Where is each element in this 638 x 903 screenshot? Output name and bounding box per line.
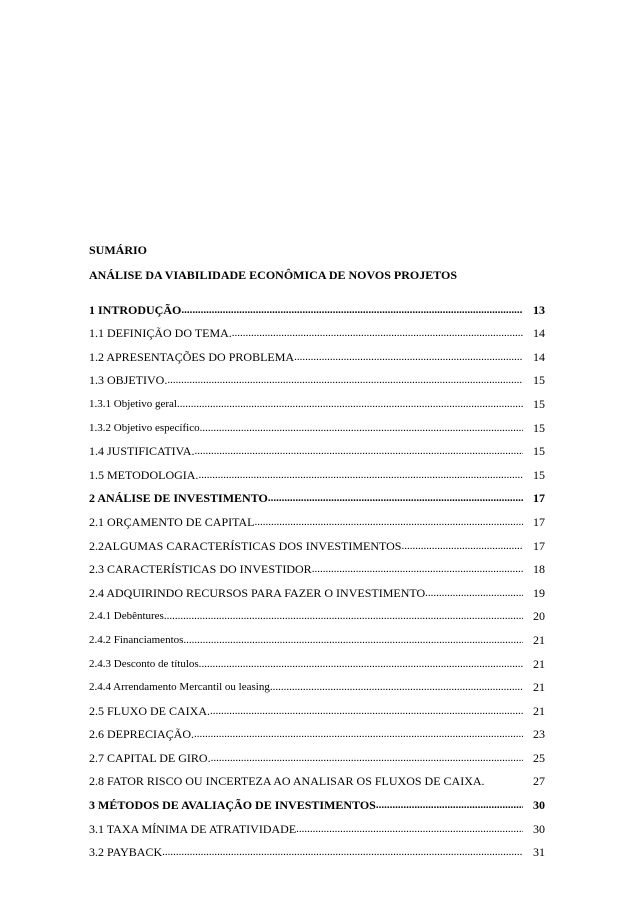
toc-entry-label: 2.8 FATOR RISCO OU INCERTEZA AO ANALISAR OS FLUXOS DE CAIXA. [89,774,485,789]
toc-leader-dots [232,326,523,340]
toc-leader-dots [181,303,523,317]
toc-entry-label: 2 ANÁLISE DE INVESTIMENTO [89,491,268,506]
document-title: ANÁLISE DA VIABILIDADE ECONÔMICA DE NOVOS PROJETOS [89,268,458,282]
toc-entry-label: 3 MÉTODOS DE AVALIAÇÃO DE INVESTIMENTOS [89,798,376,813]
toc-leader-dots [210,704,523,718]
toc-leader-dots [294,350,523,364]
toc-entry-page-number: 15 [533,373,545,388]
toc-leader-dots [167,373,523,387]
toc-leader-dots [186,633,523,647]
toc-entry-label: 2.6 DEPRECIAÇÃO. [89,727,195,742]
toc-entry-page-number: 30 [533,821,545,836]
toc-leader-dots [194,444,523,458]
toc-entry-label: 3.1 TAXA MÍNIMA DE ATRATIVIDADE [89,821,297,836]
toc-entry-page-number: 14 [533,349,545,364]
toc-leader-dots [162,845,523,859]
toc-entry-label: 2.1 ORÇAMENTO DE CAPITAL [89,514,255,529]
toc-leader-dots [376,798,523,812]
toc-leader-dots [268,491,523,505]
toc-entry[interactable] [89,741,545,765]
toc-leader-dots [177,397,523,411]
toc-entry-page-number: 15 [533,396,545,411]
toc-entry[interactable] [89,293,545,317]
toc-entry-label: 1.3.2 Objetivo específico. [89,421,203,434]
toc-entry-label: 2.7 CAPITAL DE GIRO. [89,750,211,765]
toc-entry[interactable] [89,317,545,341]
toc-entry-page-number: 18 [533,562,545,577]
toc-entry-page-number: 30 [533,798,545,813]
toc-leader-dots [211,751,523,765]
toc-leader-dots [425,586,523,600]
toc-entry-label: 1 INTRODUÇÃO [89,302,182,317]
toc-entry[interactable] [89,600,545,624]
toc-entry-label: 1.5 METODOLOGIA. [89,467,199,482]
toc-entry[interactable] [89,788,545,812]
toc-entry-label: 1.2 APRESENTAÇÕES DO PROBLEMA [89,349,295,364]
summary-title: SUMÁRIO [89,243,148,257]
toc-entry[interactable] [89,364,545,388]
toc-entry-label: 2.2ALGUMAS CARACTERÍSTICAS DOS INVESTIMENTOS [89,538,402,553]
toc-leader-dots [255,515,524,529]
toc-leader-dots [194,727,523,741]
toc-entry-label: 1.3.1 Objetivo geral [89,397,177,410]
toc-entry-label: 2.4.1 Debêntures [89,610,164,623]
toc-entry-label: 2.4 ADQUIRINDO RECURSOS PARA FAZER O INVESTIMENTO [89,585,426,600]
toc-leader-dots [202,421,523,435]
toc-entry[interactable] [89,505,545,529]
toc-entry[interactable] [89,836,545,860]
toc-entry-page-number: 23 [533,727,545,742]
toc-entry-page-number: 21 [533,703,545,718]
toc-leader-dots [198,468,523,482]
toc-entry-page-number: 20 [533,609,545,624]
toc-entry[interactable] [89,553,545,577]
toc-entry-label: 3.2 PAYBACK [89,845,163,860]
toc-entry-page-number: 21 [533,656,545,671]
toc-entry[interactable] [89,576,545,600]
toc-entry[interactable] [89,482,545,506]
toc-entry-label: 1.3 OBJETIVO. [89,373,168,388]
toc-entry-page-number: 19 [533,585,545,600]
toc-entry[interactable] [89,694,545,718]
toc-entry[interactable] [89,671,545,695]
toc-entry-page-number: 17 [533,514,545,529]
toc-entry[interactable] [89,458,545,482]
toc-entry-page-number: 21 [533,632,545,647]
toc-entry-label: 1.1 DEFINIÇÃO DO TEMA. [89,326,232,341]
toc-entry-label: 2.4.4 Arrendamento Mercantil ou leasing. [89,681,273,694]
toc-entry-label: 2.4.3 Desconto de títulos. [89,657,202,670]
toc-leader-dots [273,680,523,694]
toc-entry[interactable] [89,435,545,459]
toc-entry-page-number: 27 [533,774,545,789]
toc-entry[interactable] [89,529,545,553]
toc-entry-label: 2.4.2 Financiamentos. [89,633,187,646]
toc-leader-dots [401,539,523,553]
toc-entry-page-number: 13 [533,302,545,317]
toc-entry-label: 1.4 JUSTIFICATIVA. [89,444,195,459]
toc-entry-page-number: 14 [533,326,545,341]
toc-entry[interactable] [89,340,545,364]
toc-leader-dots [312,562,523,576]
toc-entry-page-number: 15 [533,420,545,435]
toc-entry-label: 2.3 CARACTERÍSTICAS DO INVESTIDOR [89,562,312,577]
toc-entry-page-number: 17 [533,538,545,553]
toc-entry-label: 2.5 FLUXO DE CAIXA. [89,703,210,718]
toc-entry[interactable] [89,765,545,789]
toc-entry[interactable] [89,647,545,671]
toc-entry[interactable] [89,623,545,647]
toc-entry-page-number: 21 [533,680,545,695]
toc-entry-page-number: 31 [533,845,545,860]
toc-entry[interactable] [89,387,545,411]
toc-entry-page-number: 15 [533,467,545,482]
toc-leader-dots [201,657,523,671]
toc-entry[interactable] [89,812,545,836]
toc-leader-dots [164,609,523,623]
toc-entry-page-number: 15 [533,444,545,459]
toc-entry[interactable] [89,411,545,435]
toc-entry-page-number: 17 [533,491,545,506]
toc-leader-dots [296,822,523,836]
table-of-contents [89,243,545,859]
toc-entry[interactable] [89,718,545,742]
toc-entry-page-number: 25 [533,750,545,765]
toc-list [89,293,545,859]
